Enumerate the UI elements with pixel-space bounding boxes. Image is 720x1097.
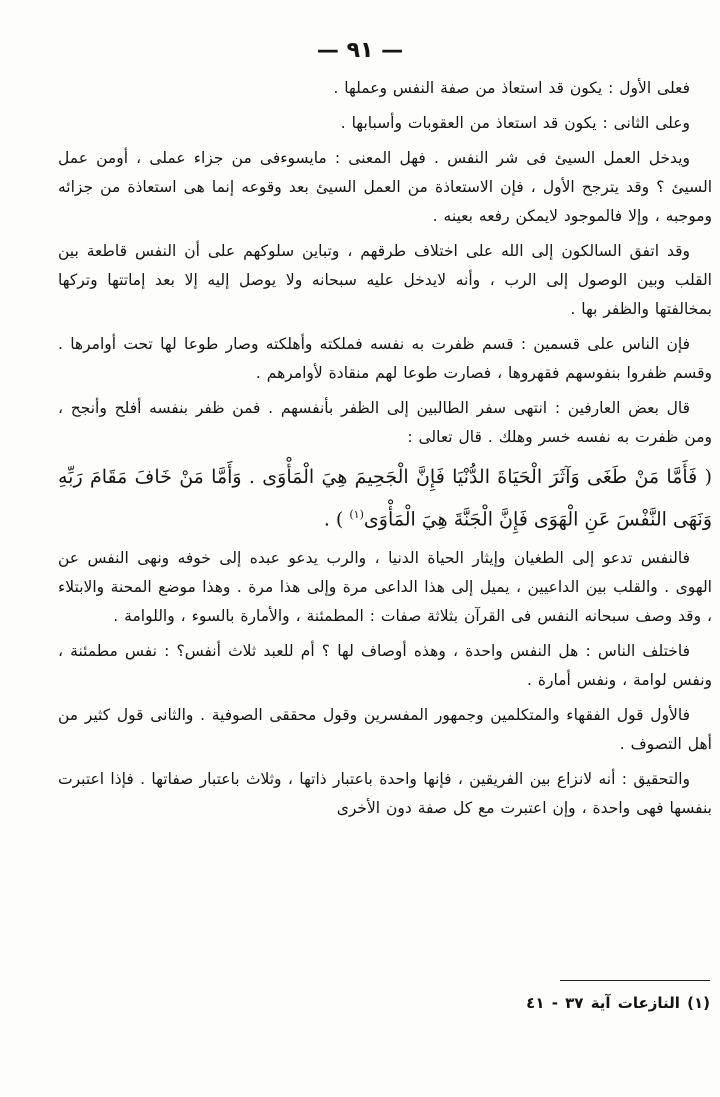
paragraph-3: ويدخل العمل السيئ فى شر النفس . فهل المعنى : مايسوءفى من جزاء عملى ، أومن عمل السيئ ؟ وقد يترجح الأول ، فإن الاستعاذة من العمل السيئ بعد وقوعه إنما هى استعاذة من جزائه وموجبه ، وإلا فالموجود لايمكن رفعه بعينه . xyxy=(58,149,712,225)
footnote-marker: (١) xyxy=(349,508,364,521)
paragraph-9: فالأول قول الفقهاء والمتكلمين وجمهور المفسرين وقول محققى الصوفية . والثانى قول كثير من أهل التصوف . xyxy=(58,706,712,754)
paragraph-8: فاختلف الناس : هل النفس واحدة ، وهذه أوصاف لها ؟ أم للعبد ثلاث أنفس؟ : نفس مطمئنة ، ونفس لوامة ، ونفس أمارة . xyxy=(58,642,712,690)
paragraph-7: فالنفس تدعو إلى الطغيان وإيثار الحياة الدنيا ، والرب يدعو عبده إلى خوفه ونهى النفس عن الهوى . والقلب بين الداعيين ، يميل إلى هذا الداعى مرة وإلى هذا مرة . وهذا موضع المحنة والابتلاء ، وقد وصف سبحانه النفس فى القرآن بثلاثة صفات : المطمئنة ، والأمارة بالسوء ، واللوامة . xyxy=(58,549,712,626)
paragraph-6: قال بعض العارفين : انتهى سفر الطالبين إلى الظفر بأنفسهم . فمن ظفر بنفسه أفلح وأنجح ، ومن ظفرت به نفسه خسر وهلك . قال تعالى : xyxy=(58,399,712,446)
verse-text: ( فَأَمَّا مَنْ طَغَى وَآثَرَ الْحَيَاةَ الدُّنْيَا فَإِنَّ الْجَحِيمَ هِيَ الْمَأْوَى . وَأَمَّا مَنْ خَافَ مَقَامَ رَبِّهِ وَنَهَى النَّفْسَ عَنِ الْهَوَى فَإِنَّ الْجَنَّةَ هِيَ الْمَأْوَى xyxy=(58,466,712,531)
paragraph-4: وقد اتفق السالكون إلى الله على اختلاف طرقهم ، وتباين سلوكهم على أن النفس قاطعة بين القلب وبين الوصول إلى الرب ، وأنه لايدخل عليه سبحانه ولا يوصل إليه إلا بعد إماتتها وتركها بمخالفتها والظفر بها . xyxy=(58,242,712,318)
quran-verse xyxy=(58,458,712,538)
paragraph-10: والتحقيق : أنه لانزاع بين الفريقين ، فإنها واحدة باعتبار ذاتها ، وثلاث باعتبار صفاتها . فإذا اعتبرت بنفسها فهى واحدة ، وإن اعتبرت مع كل صفة دون الأخرى xyxy=(58,770,712,818)
page-number: — ٩١ — xyxy=(316,38,404,63)
verse-closing: ) . xyxy=(323,508,344,531)
paragraph-1: فعلى الأول : يكون قد استعاذ من صفة النفس وعملها . xyxy=(333,79,690,97)
footnote: (١) النازعات آية ٣٧ - ٤١ xyxy=(526,994,710,1012)
paragraph-5: فإن الناس على قسمين : قسم ظفرت به نفسه فملكته وأهلكته وصار طوعا لها تحت أوامرها . وقسم ظفروا بنفوسهم فقهروها ، فصارت طوعا لهم منقادة لأوامرهم . xyxy=(58,335,712,382)
main-text-block xyxy=(58,74,712,829)
footnote-divider xyxy=(560,980,710,981)
paragraph-2: وعلى الثانى : يكون قد استعاذ من العقوبات وأسبابها . xyxy=(340,114,690,132)
